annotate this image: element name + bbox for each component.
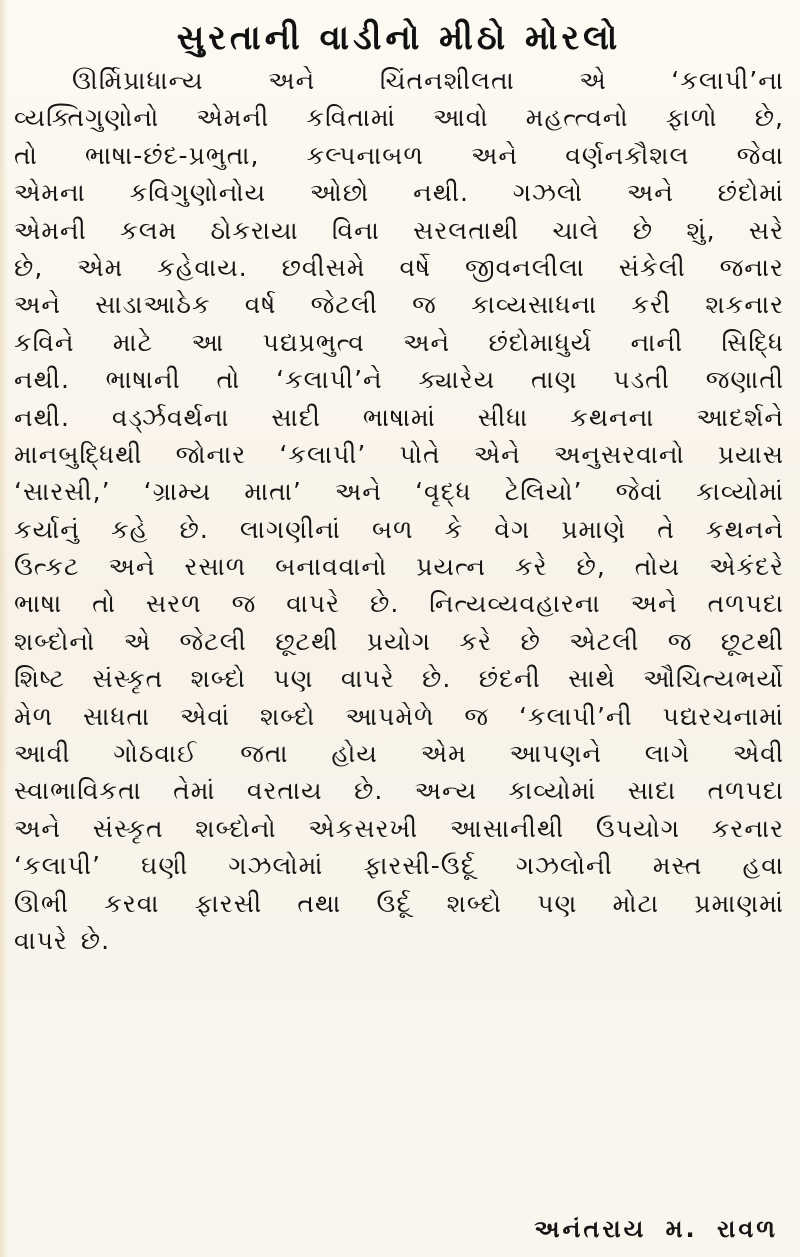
paper-edge-stain	[0, 0, 8, 1257]
article-body	[14, 62, 784, 959]
body-line: ‘સારસી,’ ‘ગ્રામ્ય માતા’ અને ‘વૃદ્ધ ટેલિયો’ જેવાં કાવ્યોમાં	[14, 477, 784, 507]
body-line: શબ્દોનો એ જેટલી છૂટથી પ્રયોગ કરે છે એટલી જ છૂટથી	[14, 626, 784, 656]
body-line: વાપરે છે.	[14, 925, 111, 955]
body-line: ભાષા તો સરળ જ વાપરે છે. નિત્યવ્યવહારના અને તળપદા	[14, 589, 784, 619]
body-line: સ્વાભાવિકતા તેમાં વરતાય છે. અન્ય કાવ્યોમાં સાદા તળપદા	[14, 776, 784, 806]
article-title: સુરતાની વાડીનો મીઠો મોરલો	[176, 18, 622, 58]
body-line: વ્યક્તિગુણોનો એમની કવિતામાં આવો મહત્ત્વનો ફાળો છે,	[14, 103, 784, 133]
body-line: એમના કવિગુણોનોય ઓછો નથી. ગઝલો અને છંદોમાં	[14, 178, 784, 208]
body-line: અને સાડાઆઠેક વર્ષ જેટલી જ કાવ્યસાધના કરી શકનાર	[14, 290, 784, 320]
body-line: માનબુદ્ધિથી જોનાર ‘કલાપી’ પોતે એને અનુસરવાનો પ્રયાસ	[14, 439, 784, 469]
body-line: મેળ સાધતા એવાં શબ્દો આપમેળે જ ‘કલાપી’ની પદ્યરચનામાં	[14, 701, 784, 731]
body-line: ઊર્મિપ્રાધાન્ય અને ચિંતનશીલતા એ ‘કલાપી’ના	[72, 66, 784, 95]
body-line: ‘કલાપી’ ઘણી ગઝલોમાં ફારસી-ઉર્દૂ ગઝલોની મસ્ત હવા	[14, 851, 784, 881]
body-line: નથી. વર્ડ્ઝવર્થના સાદી ભાષામાં સીધા કથનના આદર્શને	[14, 402, 784, 432]
body-line: કવિને માટે આ પદ્યપ્રભુત્વ અને છંદોમાધુર્ય નાની સિદ્ધિ	[14, 327, 784, 357]
body-line: ઊભી કરવા ફારસી તથા ઉર્દૂ શબ્દો પણ મોટા પ્રમાણમાં	[14, 888, 784, 918]
body-line: તો ભાષા-છંદ-પ્રભુતા, કલ્પનાબળ અને વર્ણનકૌશલ જેવા	[14, 140, 784, 170]
body-line: અને સંસ્કૃત શબ્દોનો એકસરખી આસાનીથી ઉપયોગ કરનાર	[14, 813, 784, 843]
body-line: છે, એમ કહેવાય. છવીસમે વર્ષે જીવનલીલા સંકેલી જનાર	[14, 252, 784, 282]
body-line: ઉત્કટ અને રસાળ બનાવવાનો પ્રયત્ન કરે છે, તોય એકંદરે	[14, 552, 784, 582]
author-signature: અનંતરાય મ. રાવળ	[534, 1215, 778, 1243]
body-line: નથી. ભાષાની તો ‘કલાપી’ને ક્યારેય તાણ પડતી જણાતી	[14, 365, 784, 395]
body-line: કર્યાનું કહે છે. લાગણીનાં બળ કે વેગ પ્રમાણે તે કથનને	[14, 514, 784, 544]
body-line: આવી ગોઠવાઈ જતા હોય એમ આપણને લાગે એવી	[14, 739, 784, 769]
body-line: શિષ્ટ સંસ્કૃત શબ્દો પણ વાપરે છે. છંદની સાથે ઔચિત્યભર્યો	[14, 664, 784, 694]
body-line: એમની કલમ ઠોકરાયા વિના સરલતાથી ચાલે છે શું, સરે	[14, 215, 784, 245]
